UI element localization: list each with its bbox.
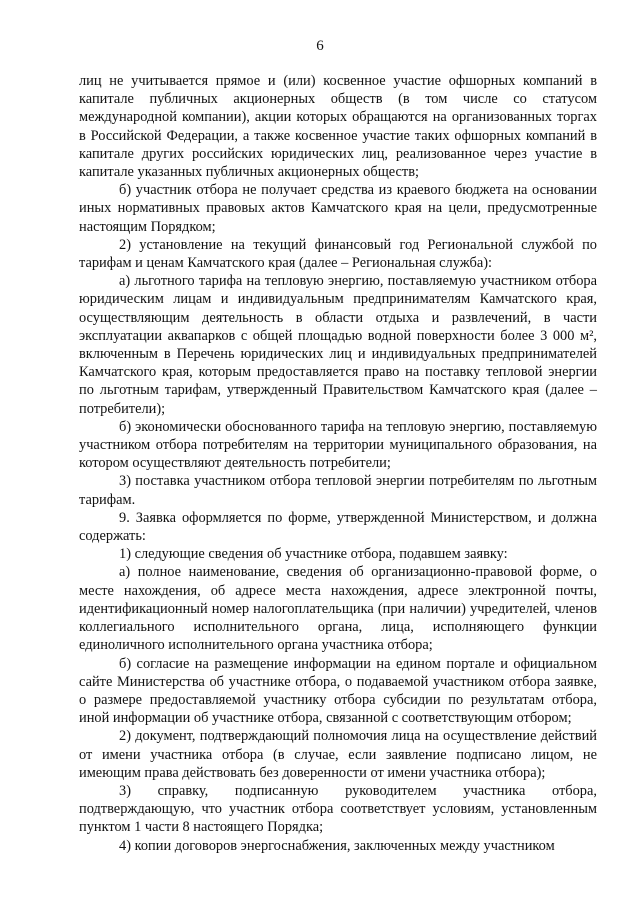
page-number: 6: [316, 38, 324, 54]
paragraph-item-a-full-name: а) полное наименование, сведения об организационно-правовой форме, о месте нахождения, об адресе места нахождения, адресе электронной почты, идентификационный номер налогоплательщика (при наличии) учредителей, членов коллегиального исполнительного органа, лица, исполняющего функции единоличного исполнительного органа участника отбора;: [79, 564, 597, 654]
paragraph-item-3-certificate: 3) справку, подписанную руководителем участника отбора, подтверждающую, что участник отбора соответствует условиям, установленным пунктом 1 части 8 настоящего Порядка;: [79, 782, 597, 836]
document-body: [79, 72, 597, 855]
paragraph-continuation: лиц не учитывается прямое и (или) косвенное участие офшорных компаний в капитале публичных акционерных обществ (в том числе со статусом международной компании), акции которых обращаются на организованных торгах в Российской Федерации, а также косвенное участие таких офшорных компаний в капитале других российских юридических лиц, реализованное через участие в капитале указанных публичных акционерных обществ;: [79, 73, 597, 181]
paragraph-item-3-supply: 3) поставка участником отбора тепловой энергии потребителям по льготным тарифам.: [79, 473, 597, 508]
paragraph-section-9: 9. Заявка оформляется по форме, утвержденной Министерством, и должна содержать:: [79, 509, 597, 545]
paragraph-item-2-authority-document: 2) документ, подтверждающий полномочия лица на осуществление действий от имени участника отбора (в случае, если заявление подписано лицом, не имеющим права действовать без доверенности от имени участника отбора);: [79, 728, 597, 781]
paragraph-item-1-applicant-info: 1) следующие сведения об участнике отбора, подавшем заявку:: [119, 546, 508, 563]
paragraph-item-b-economic-tariff: б) экономически обоснованного тарифа на тепловую энергию, поставляемую участником отбора потребителям на территории муниципального образования, на котором осуществляют деятельность потребители;: [79, 418, 597, 472]
paragraph-item-b-consent: б) согласие на размещение информации на едином портале и официальном сайте Министерства об участнике отбора, о подаваемой участником отбора заявке, о размере предоставляемой участнику отбора субсидии по результатам отбора, иной информации об участнике отбора, связанной с соответствующим отбором;: [79, 655, 597, 727]
paragraph-item-a-preferential-tariff: а) льготного тарифа на тепловую энергию, поставляемую участником отбора юридическим лицам и индивидуальным предпринимателям Камчатского края, осуществляющим деятельность в области отдыха и развлечений, в части эксплуатации аквапарков с общей площадью водной поверхности более 3 000 м², включенным в Перечень юридических лиц и индивидуальных предпринимателей Камчатского края, которым предоставляется право на поставку тепловой энергии по льготным тарифам, утвержденный Правительством Камчатского края (далее – потребители);: [79, 273, 597, 417]
paragraph-item-b-no-budget-funds: б) участник отбора не получает средства из краевого бюджета на основании иных нормативных правовых актов Камчатского края на цели, предусмотренные настоящим Порядком;: [79, 182, 597, 235]
paragraph-item-2-tariff-setting: 2) установление на текущий финансовый год Региональной службой по тарифам и ценам Камчатского края (далее – Региональная служба):: [79, 236, 597, 272]
paragraph-item-4-contracts: 4) копии договоров энергоснабжения, заключенных между участником: [119, 837, 555, 854]
